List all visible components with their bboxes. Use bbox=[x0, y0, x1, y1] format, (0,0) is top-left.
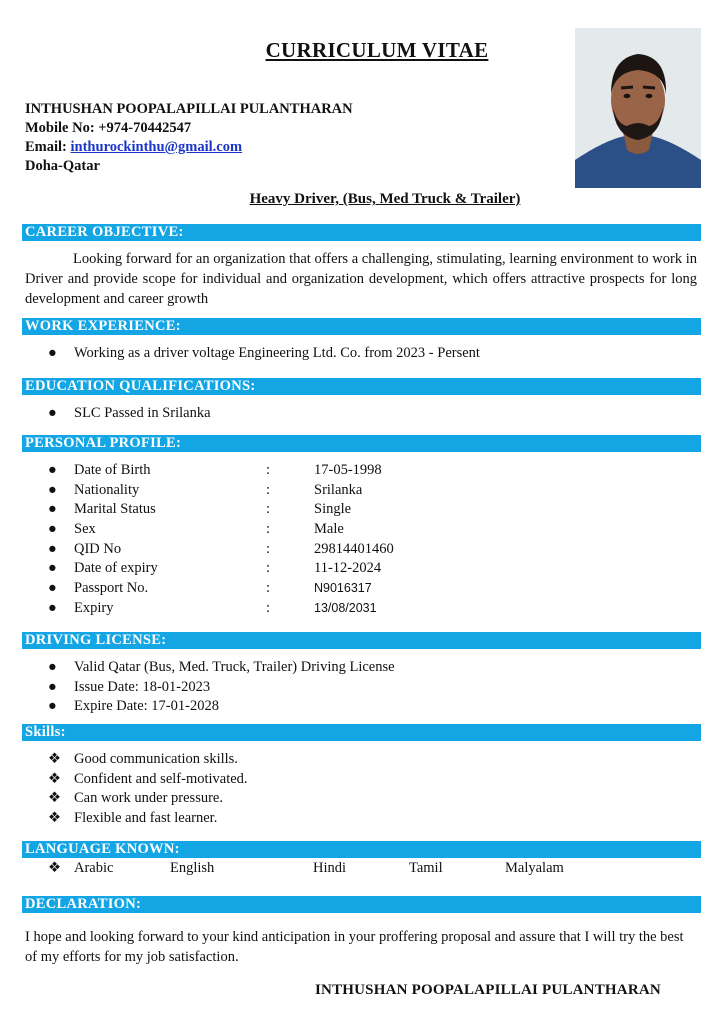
email-label: Email: bbox=[25, 139, 71, 155]
mobile-line bbox=[25, 119, 191, 138]
language-item: Arabic bbox=[74, 860, 114, 876]
language-item: Tamil bbox=[409, 860, 443, 876]
section-heading-skills: Skills: bbox=[22, 724, 701, 741]
email-line bbox=[25, 138, 242, 157]
section-heading-career-objective: CAREER OBJECTIVE: bbox=[22, 224, 701, 241]
signature-name: INTHUSHAN POOPALAPILLAI PULANTHARAN bbox=[315, 982, 661, 998]
email-link[interactable]: inthurockinthu@gmail.com bbox=[70, 139, 243, 155]
job-subtitle: Heavy Driver, (Bus, Med Truck & Trailer) bbox=[249, 191, 521, 207]
candidate-name: INTHUSHAN POOPALAPILLAI PULANTHARAN bbox=[25, 101, 353, 117]
profile-photo bbox=[575, 28, 701, 188]
section-heading-work-experience: WORK EXPERIENCE: bbox=[22, 318, 701, 335]
location: Doha-Qatar bbox=[25, 158, 100, 174]
section-heading-languages: LANGUAGE KNOWN: bbox=[22, 841, 701, 858]
declaration-text: I hope and looking forward to your kind anticipation in your proffering proposal and assure that I will try the best of my efforts for my job satisfaction. bbox=[25, 929, 684, 965]
mobile-label: Mobile No: bbox=[25, 120, 99, 136]
language-bullet: ❖ bbox=[48, 860, 61, 876]
language-item: English bbox=[170, 860, 215, 876]
career-objective-text: Looking forward for an organization that offers a challenging, stimulating, learning environment to work in Driver and provide scope for individual and organization development, which offers attractive prospects for long development and career growth bbox=[25, 251, 697, 307]
language-item: Hindi bbox=[313, 860, 347, 876]
language-item: Malyalam bbox=[505, 860, 564, 876]
document-title: CURRICULUM VITAE bbox=[265, 38, 489, 62]
section-heading-education: EDUCATION QUALIFICATIONS: bbox=[22, 378, 701, 395]
section-heading-personal-profile: PERSONAL PROFILE: bbox=[22, 435, 701, 452]
mobile-number: +974-70442547 bbox=[98, 120, 192, 136]
section-heading-driving-license: DRIVING LICENSE: bbox=[22, 632, 701, 649]
section-heading-declaration: DECLARATION: bbox=[22, 896, 701, 913]
